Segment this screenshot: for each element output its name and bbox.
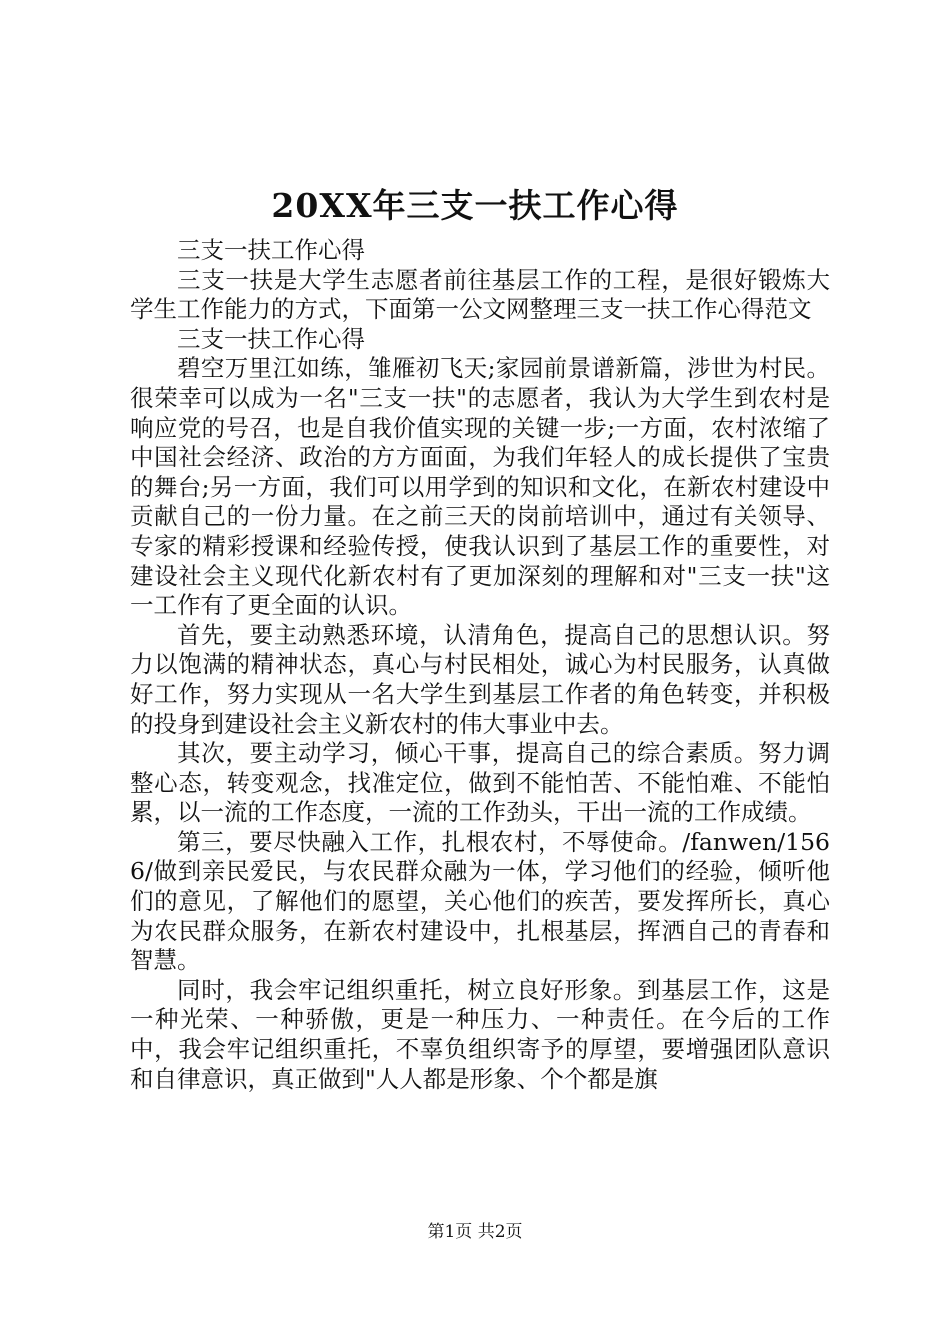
paragraph-body-2: 首先，要主动熟悉环境，认清角色，提高自己的思想认识。努力以饱满的精神状态，真心与村民相处，诚心为村民服务，认真做好工作，努力实现从一名大学生到基层工作者的角色转变，并积极的投身到建设社会主义新农村的伟大事业中去。	[130, 620, 830, 738]
document-title: 20XX年三支一扶工作心得	[271, 186, 679, 225]
paragraph-body-5: 同时，我会牢记组织重托，树立良好形象。到基层工作，这是一种光荣、一种骄傲，更是一种压力、一种责任。在今后的工作中，我会牢记组织重托，不辜负组织寄予的厚望，要增强团队意识和自律意识，真正做到"人人都是形象、个个都是旗	[130, 975, 830, 1093]
paragraph-intro: 三支一扶是大学生志愿者前往基层工作的工程，是很好锻炼大学生工作能力的方式，下面第一公文网整理三支一扶工作心得范文	[130, 265, 830, 324]
document-body	[130, 236, 830, 1094]
paragraph-section-heading: 三支一扶工作心得	[177, 324, 365, 353]
paragraph-body-1: 碧空万里江如练，雏雁初飞天;家园前景谱新篇，涉世为村民。很荣幸可以成为一名"三支一扶"的志愿者，我认为大学生到农村是响应党的号召，也是自我价值实现的关键一步;一方面，农村浓缩了中国社会经济、政治的方方面面，为我们年轻人的成长提供了宝贵的舞台;另一方面，我们可以用学到的知识和文化，在新农村建设中贡献自己的一份力量。在之前三天的岗前培训中，通过有关领导、专家的精彩授课和经验传授，使我认识到了基层工作的重要性，对建设社会主义现代化新农村有了更加深刻的理解和对"三支一扶"这一工作有了更全面的认识。	[130, 354, 830, 620]
paragraph-body-4: 第三，要尽快融入工作，扎根农村，不辱使命。/fanwen/1566/做到亲民爱民，与农民群众融为一体，学习他们的经验，倾听他们的意见，了解他们的愿望，关心他们的疾苦，要发挥所长，真心为农民群众服务，在新农村建设中，扎根基层，挥洒自己的青春和智慧。	[130, 827, 830, 975]
paragraph-subtitle: 三支一扶工作心得	[177, 236, 365, 264]
paragraph-body-3: 其次，要主动学习，倾心干事，提高自己的综合素质。努力调整心态，转变观念，找准定位，做到不能怕苦、不能怕难、不能怕累，以一流的工作态度，一流的工作劲头，干出一流的工作成绩。	[130, 739, 830, 827]
page-number-footer: 第1页 共2页	[427, 1222, 523, 1242]
